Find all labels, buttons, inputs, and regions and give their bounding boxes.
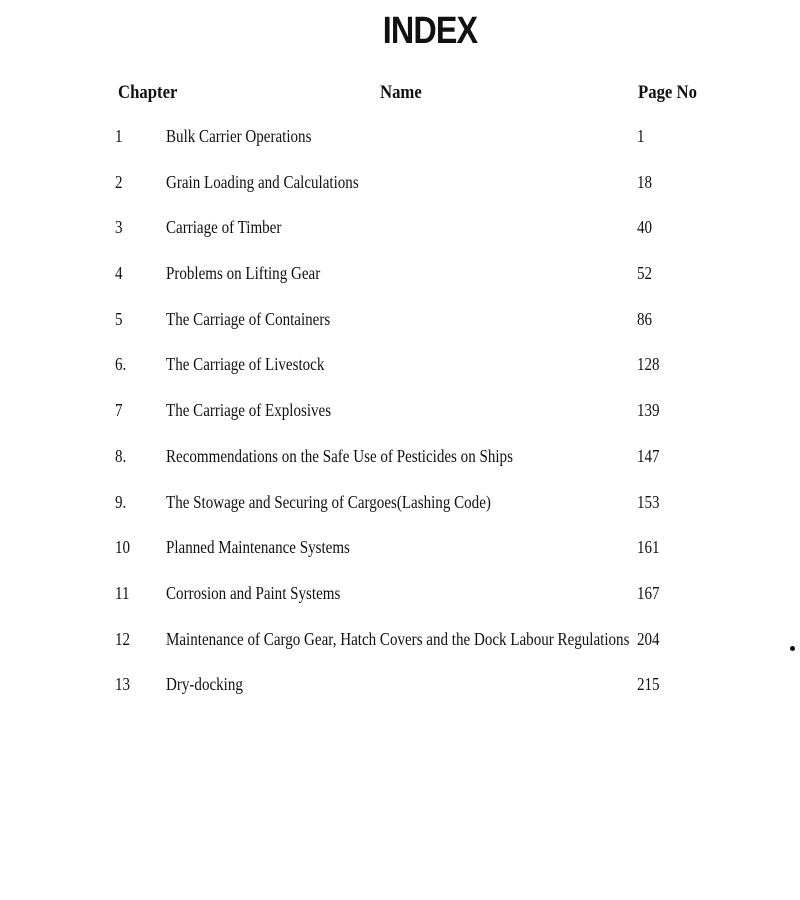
chapter-name: Problems on Lifting Gear	[166, 263, 321, 284]
table-row	[0, 535, 800, 581]
chapter-number: 10	[115, 537, 131, 558]
page-number: 40	[637, 217, 653, 238]
chapter-number: 1	[115, 126, 123, 146]
chapter-number: 3	[115, 217, 123, 238]
chapter-name: Grain Loading and Calculations	[166, 171, 359, 192]
chapter-name: The Stowage and Securing of Cargoes(Lashing Code)	[166, 491, 491, 512]
table-row	[0, 307, 800, 353]
chapter-name: The Carriage of Explosives	[166, 400, 332, 421]
scan-speck	[790, 646, 795, 651]
table-row	[0, 444, 800, 490]
chapter-name: The Carriage of Livestock	[166, 354, 325, 375]
page-number: 139	[637, 400, 660, 421]
chapter-number: 12	[115, 628, 131, 649]
chapter-number: 9.	[115, 491, 127, 512]
chapter-number: 7	[115, 400, 123, 421]
table-row	[0, 352, 800, 398]
table-row	[0, 581, 800, 627]
page-column-header: Page No	[638, 82, 697, 103]
table-row	[0, 490, 800, 536]
page-number: 161	[637, 537, 660, 558]
index-table	[0, 124, 800, 718]
page-number: 167	[637, 582, 660, 603]
chapter-number: 11	[115, 582, 130, 603]
table-row	[0, 215, 800, 261]
chapter-column-header: Chapter	[118, 82, 178, 103]
chapter-number: 2	[115, 171, 123, 192]
page-title: INDEX	[382, 10, 478, 52]
name-column-header: Name	[380, 82, 422, 103]
chapter-number: 8.	[115, 445, 127, 466]
page-number: 147	[637, 445, 660, 466]
table-row	[0, 398, 800, 444]
chapter-name: Carriage of Timber	[166, 217, 282, 238]
chapter-name: Maintenance of Cargo Gear, Hatch Covers and the Dock Labour Regulations	[166, 628, 630, 649]
chapter-name: Corrosion and Paint Systems	[166, 582, 341, 603]
chapter-number: 6.	[115, 354, 127, 375]
page-number: 204	[637, 628, 660, 649]
table-row	[0, 170, 800, 216]
chapter-name: Planned Maintenance Systems	[166, 537, 350, 558]
page-number: 86	[637, 308, 653, 329]
table-row	[0, 627, 800, 673]
chapter-number: 4	[115, 263, 123, 284]
chapter-number: 13	[115, 674, 131, 695]
page-number: 215	[637, 674, 660, 695]
page-number: 1	[637, 126, 645, 146]
chapter-name: Recommendations on the Safe Use of Pesticides on Ships	[166, 445, 513, 466]
chapter-name: Bulk Carrier Operations	[166, 126, 312, 146]
table-row	[0, 672, 800, 718]
page-number: 153	[637, 491, 660, 512]
chapter-number: 5	[115, 308, 123, 329]
page-number: 52	[637, 263, 653, 284]
table-row	[0, 261, 800, 307]
chapter-name: Dry-docking	[166, 674, 243, 695]
table-row	[0, 124, 800, 170]
page-number: 18	[637, 171, 653, 192]
chapter-name: The Carriage of Containers	[166, 308, 331, 329]
page-number: 128	[637, 354, 660, 375]
